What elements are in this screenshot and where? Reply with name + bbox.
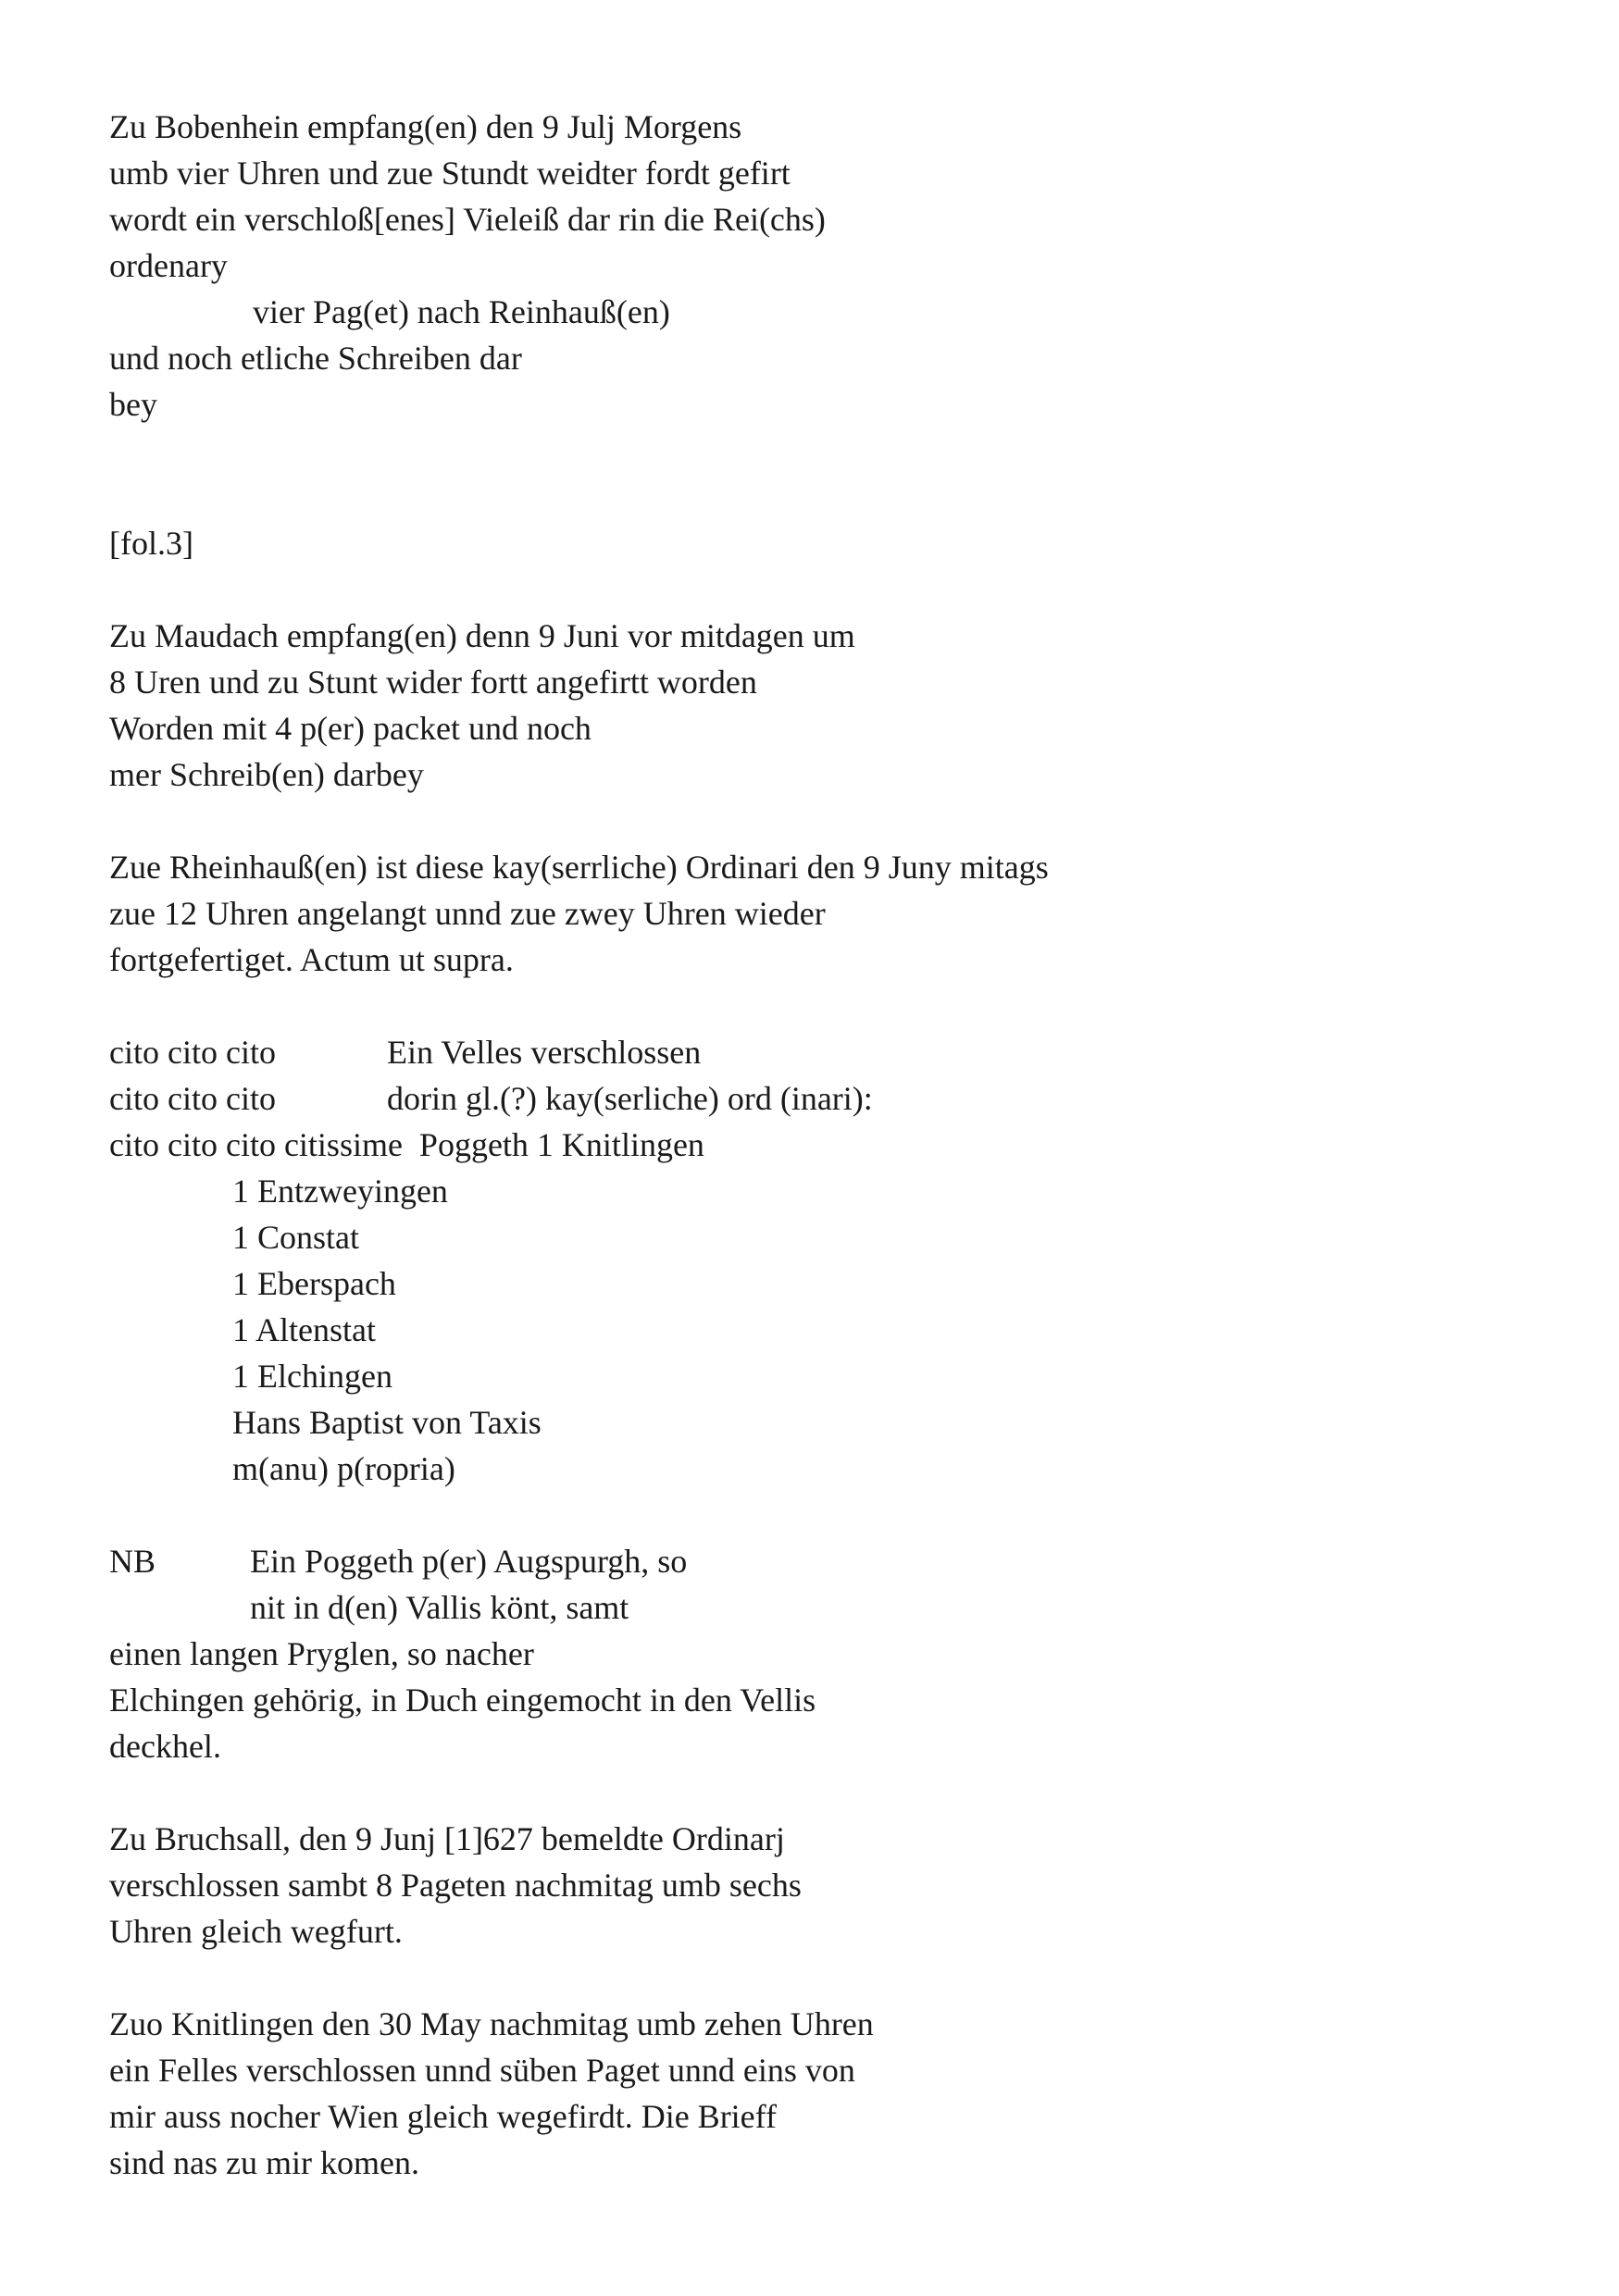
text-line: Zue Rheinhauß(en) ist diese kay(serrliche) Ordinari den 9 Juny mitags [109,849,1049,886]
text-line: Zuo Knitlingen den 30 May nachmitag umb zehen Uhren [109,2005,874,2042]
text-line: 8 Uren und zu Stunt wider fortt angefirtt worden [109,664,757,701]
entry-maudach [109,613,1498,798]
text-line: ein Felles verschlossen unnd süben Paget unnd eins von [109,2052,855,2089]
text-line: fortgefertiget. Actum ut supra. [109,941,514,978]
list-item: 1 Altenstat [232,1311,376,1348]
text-line: sind nas zu mir komen. [109,2144,419,2181]
text-line: verschlossen sambt 8 Pageten nachmitag umb sechs [109,1867,802,1904]
text-line: Zu Bobenhein empfang(en) den 9 Julj Morgens [109,108,742,145]
cito-text: dorin gl.(?) kay(serliche) ord (inari): [387,1080,873,1117]
text-line: Zu Maudach empfang(en) denn 9 Juni vor mitdagen um [109,617,855,654]
entry-cito [109,1029,1498,1492]
entry-nb [109,1538,1498,1769]
nb-row [109,1538,1498,1584]
text-line: cito cito cito citissime Poggeth 1 Knitlingen [109,1126,704,1163]
entry-rheinhausen [109,844,1498,983]
list-item: 1 Constat [232,1219,360,1256]
list-item: 1 Elchingen [232,1358,392,1395]
cito-label: cito cito cito [109,1034,276,1071]
text-line: und noch etliche Schreiben dar [109,340,522,377]
text-line: zue 12 Uhren angelangt unnd zue zwey Uhren wieder [109,895,826,932]
text-line: einen langen Pryglen, so nacher [109,1635,534,1672]
cito-text: Ein Velles verschlossen [387,1034,702,1071]
entry-bobenhein [109,104,1498,428]
nb-text: Ein Poggeth p(er) Augspurgh, so [250,1543,688,1580]
cito-label: cito cito cito [109,1080,276,1117]
list-item: 1 Entzweyingen [232,1173,448,1210]
text-line: Elchingen gehörig, in Duch eingemocht in den Vellis [109,1682,816,1719]
text-line: ordenary [109,247,228,284]
entry-bruchsall [109,1816,1498,1955]
text-line: Worden mit 4 p(er) packet und noch [109,710,592,747]
cito-row [109,1075,1498,1122]
cito-row [109,1029,1498,1075]
signature-note: m(anu) p(ropria) [232,1450,455,1487]
list-item: 1 Eberspach [232,1265,396,1302]
nb-label: NB [109,1543,156,1580]
folio-marker: [fol.3] [109,525,193,562]
folio-marker-block [109,520,1498,566]
text-line: deckhel. [109,1728,221,1765]
text-line: vier Pag(et) nach Reinhauß(en) [253,293,670,330]
text-line: mir auss nocher Wien gleich wegefirdt. Die Brieff [109,2098,777,2135]
text-line: mer Schreib(en) darbey [109,756,424,793]
text-line: Zu Bruchsall, den 9 Junj [1]627 bemeldte Ordinarj [109,1820,785,1857]
text-line: umb vier Uhren und zue Stundt weidter fordt gefirt [109,155,791,192]
text-line: wordt ein verschloß[enes] Vieleiß dar rin die Rei(chs) [109,201,826,238]
text-line: nit in d(en) Vallis könt, samt [250,1589,629,1626]
transcription-body [109,104,1498,2186]
text-line: bey [109,386,157,423]
entry-knitlingen [109,2001,1498,2186]
signature-name: Hans Baptist von Taxis [232,1404,542,1441]
text-line: Uhren gleich wegfurt. [109,1913,403,1950]
